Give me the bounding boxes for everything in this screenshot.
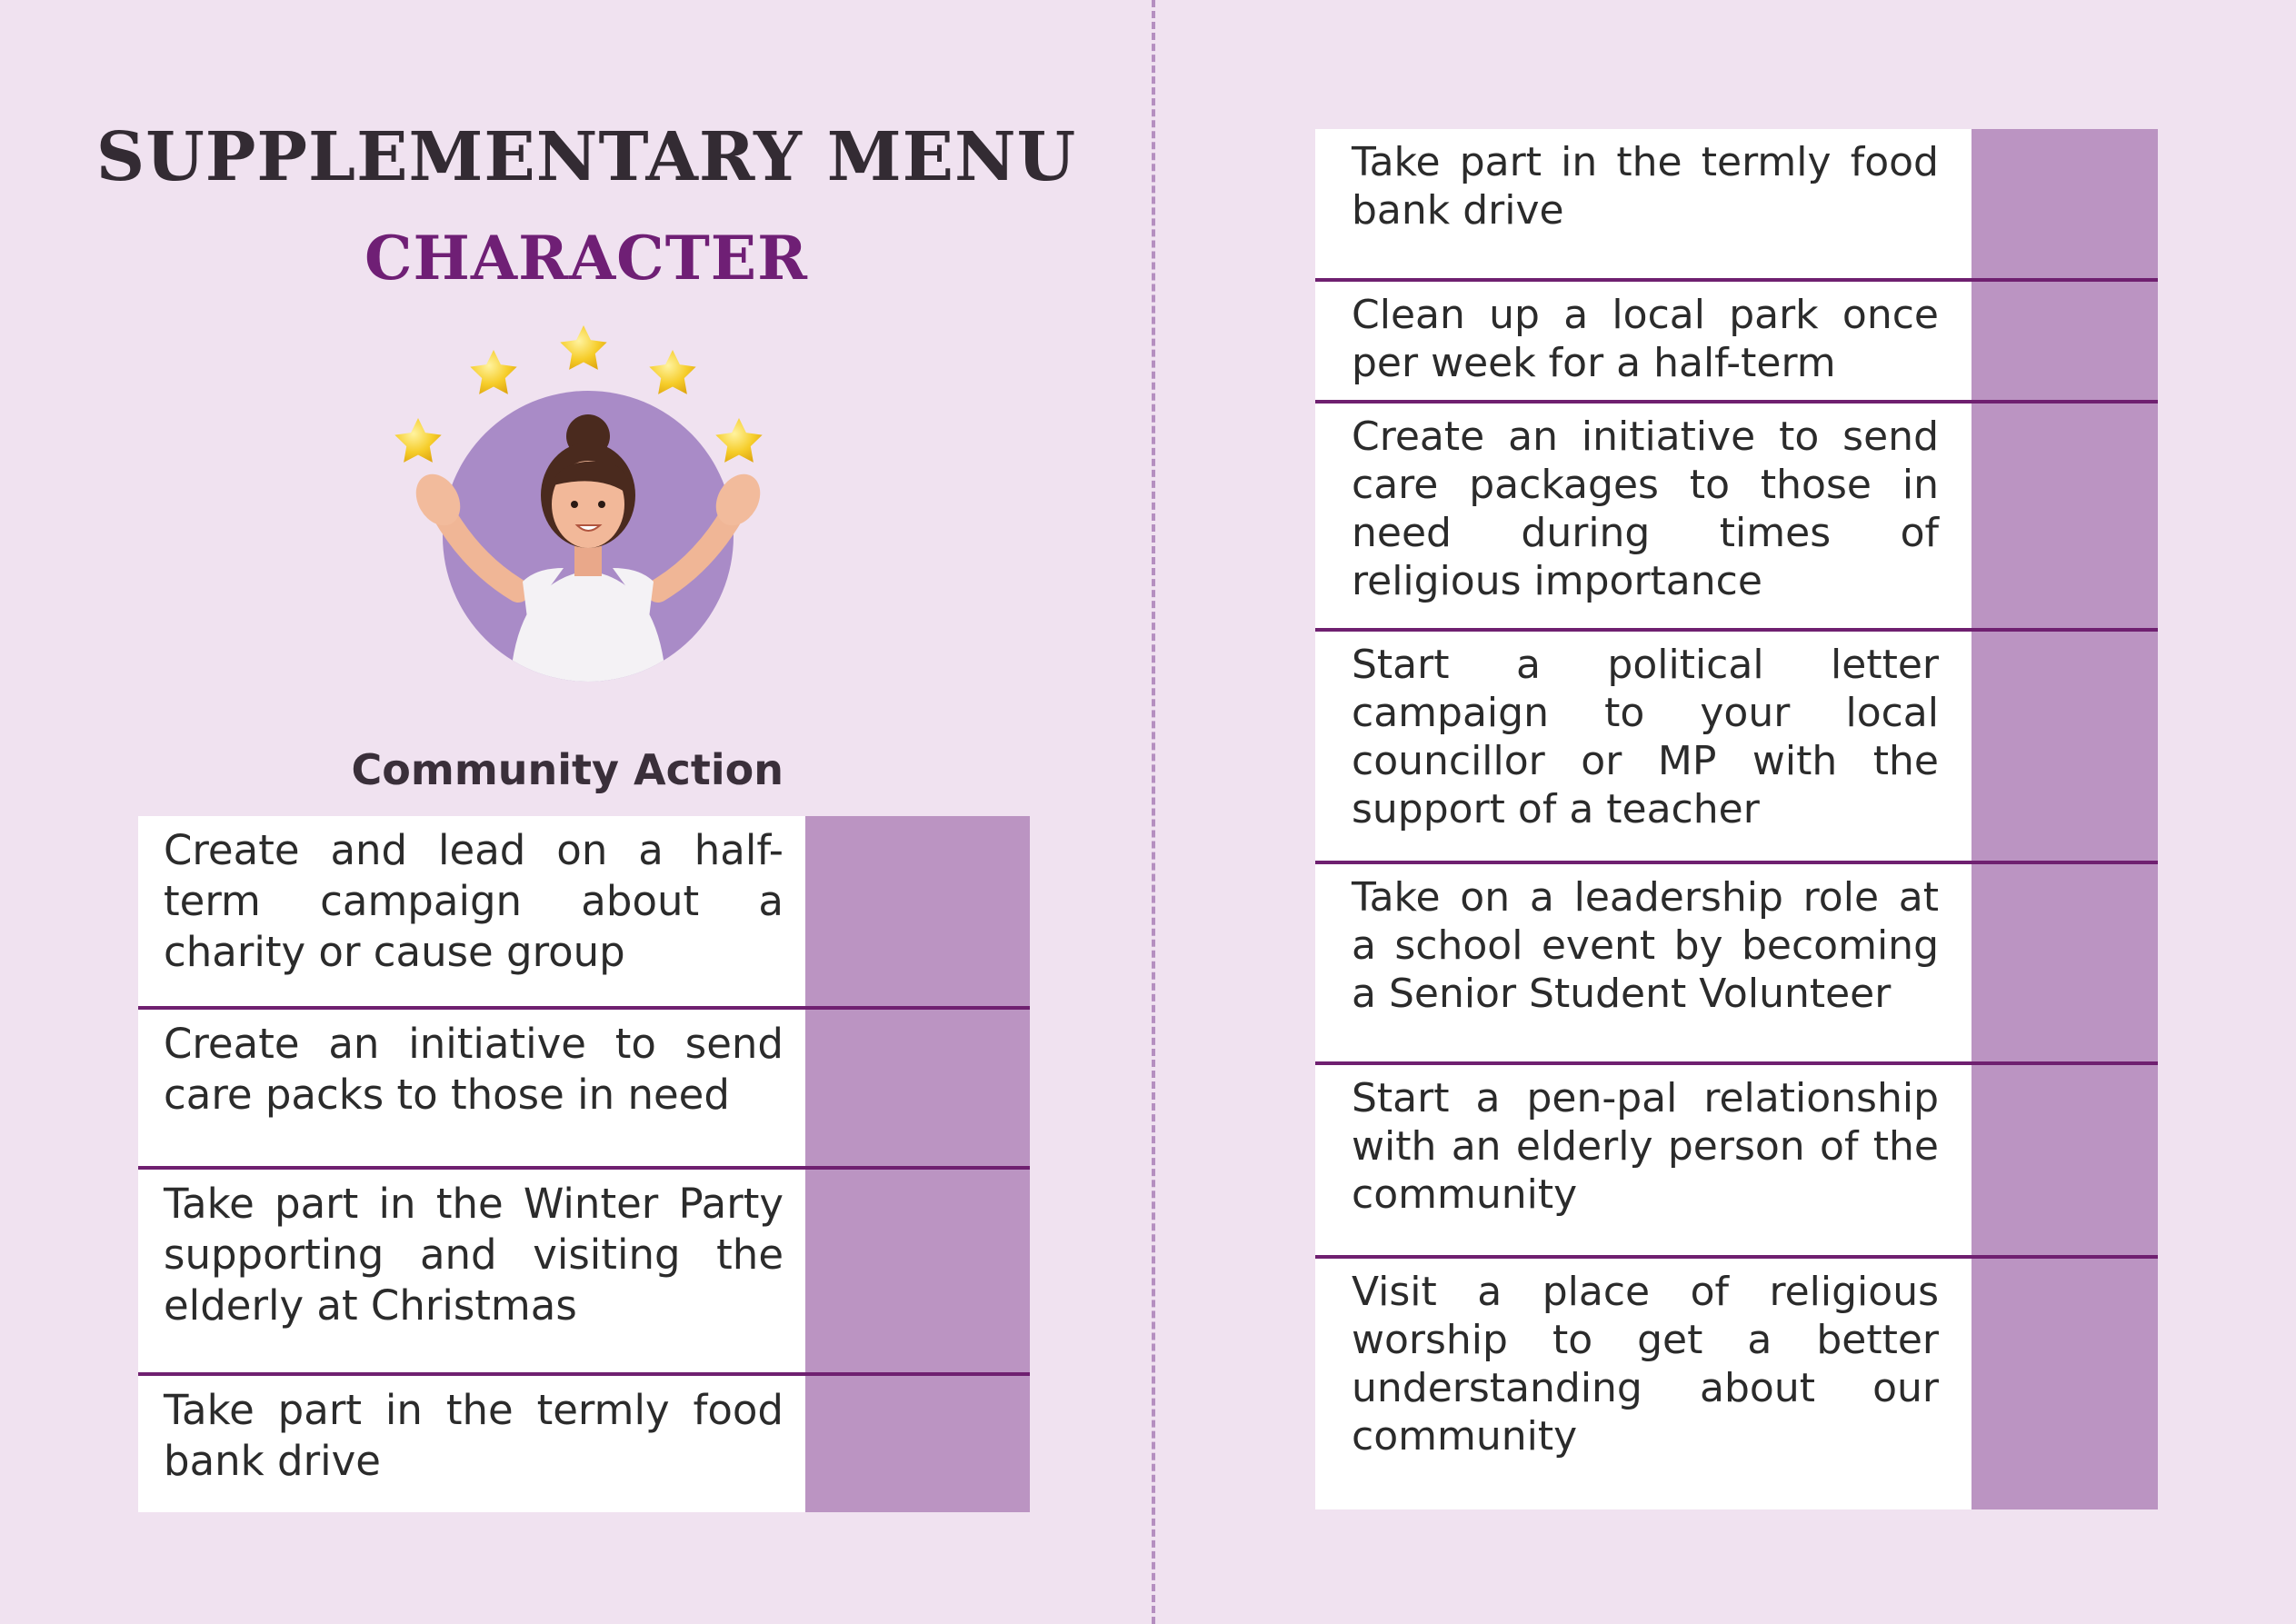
table-row (1315, 864, 2158, 1065)
activity-text: Take part in the termly food bank drive (164, 1386, 784, 1485)
left-activity-table (138, 816, 1030, 1512)
star-icon (715, 418, 762, 463)
table-row (138, 1170, 1030, 1376)
completion-box[interactable] (805, 1170, 1030, 1372)
section-label: Community Action (351, 745, 784, 794)
page-title: SUPPLEMENTARY MENU (95, 118, 1077, 196)
table-row (1315, 282, 2158, 404)
community-illustration (373, 318, 800, 709)
completion-box[interactable] (1972, 1065, 2158, 1255)
completion-box[interactable] (1972, 404, 2158, 628)
completion-box[interactable] (805, 1376, 1030, 1512)
activity-text: Create and lead on a half-term campaign about a charity or cause group (164, 826, 784, 976)
activity-text: Create an initiative to send care packs to those in need (164, 1020, 784, 1119)
table-row (138, 816, 1030, 1010)
table-row (138, 1010, 1030, 1170)
activity-text: Start a pen-pal relationship with an elderly person of the community (1352, 1075, 1939, 1218)
activity-text: Visit a place of religious worship to get a better understanding about our community (1352, 1269, 1939, 1460)
page-subtitle: CHARACTER (364, 223, 808, 294)
completion-box[interactable] (1972, 129, 2158, 278)
activity-text: Create an initiative to send care packages to those in need during times of religious importance (1352, 413, 1939, 604)
activity-text: Start a political letter campaign to your local councillor or MP with the support of a teacher (1352, 642, 1939, 832)
table-row (1315, 632, 2158, 864)
star-icon (649, 350, 695, 394)
table-row (1315, 1065, 2158, 1259)
table-row (1315, 129, 2158, 282)
activity-text: Take part in the Winter Party supporting and visiting the elderly at Christmas (164, 1180, 784, 1330)
completion-box[interactable] (1972, 1259, 2158, 1509)
table-row (1315, 1259, 2158, 1509)
table-row (1315, 404, 2158, 632)
completion-box[interactable] (1972, 864, 2158, 1061)
completion-box[interactable] (1972, 632, 2158, 861)
table-row (138, 1376, 1030, 1512)
activity-text: Take on a leadership role at a school event by becoming a Senior Student Volunteer (1352, 874, 1939, 1017)
completion-box[interactable] (805, 816, 1030, 1006)
activity-text: Take part in the termly food bank drive (1352, 139, 1939, 234)
completion-box[interactable] (1972, 282, 2158, 400)
star-icon (470, 350, 516, 394)
star-icon (560, 325, 606, 370)
completion-box[interactable] (805, 1010, 1030, 1166)
star-icon (394, 418, 441, 463)
right-activity-table (1315, 129, 2158, 1509)
activity-text: Clean up a local park once per week for a half-term (1352, 292, 1939, 386)
